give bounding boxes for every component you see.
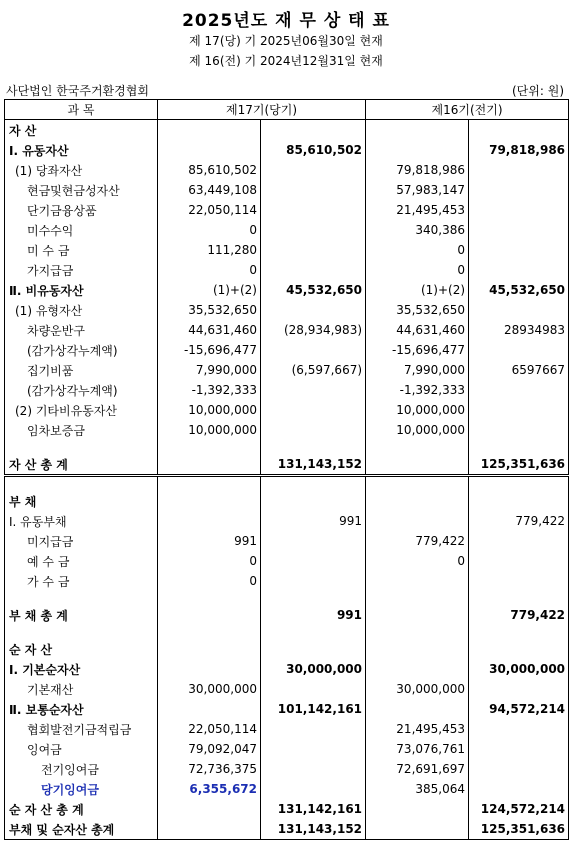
account-label [5, 476, 158, 492]
current-detail-amount: 22,050,114 [158, 200, 261, 220]
spacer-row [5, 476, 569, 492]
account-label: Ⅱ. 비유동자산 [5, 280, 158, 300]
prior-detail-amount: 30,000,000 [366, 679, 469, 699]
table-row [5, 420, 569, 440]
spacer-row [5, 440, 569, 454]
prior-detail-amount [366, 699, 469, 719]
current-total-amount: 101,142,161 [261, 699, 366, 719]
table-row [5, 739, 569, 759]
account-label: 당기잉여금 [5, 779, 158, 799]
table-row [5, 819, 569, 840]
header-prior-period: 제16기(전기) [366, 100, 569, 120]
account-label: 단기금융상품 [5, 200, 158, 220]
prior-total-amount [469, 300, 569, 320]
prior-detail-amount [366, 639, 469, 659]
current-total-amount [261, 571, 366, 591]
header-account: 과 목 [5, 100, 158, 120]
current-total-amount [261, 240, 366, 260]
prior-total-amount [469, 400, 569, 420]
current-total-amount [261, 719, 366, 739]
current-total-amount [261, 180, 366, 200]
account-label: 미 수 금 [5, 240, 158, 260]
prior-total-amount [469, 380, 569, 400]
table-row [5, 320, 569, 340]
prior-detail-amount [366, 511, 469, 531]
current-detail-amount: 63,449,108 [158, 180, 261, 200]
prior-detail-amount: 44,631,460 [366, 320, 469, 340]
current-total-amount [261, 739, 366, 759]
table-row [5, 340, 569, 360]
prior-total-amount: 45,532,650 [469, 280, 569, 300]
prior-detail-amount: 72,691,697 [366, 759, 469, 779]
account-label: (감가상각누계액) [5, 380, 158, 400]
table-row [5, 491, 569, 511]
current-detail-amount [158, 140, 261, 160]
account-label: 자 산 총 계 [5, 454, 158, 476]
current-detail-amount [158, 799, 261, 819]
current-detail-amount: 35,532,650 [158, 300, 261, 320]
prior-detail-amount [366, 591, 469, 605]
prior-total-amount [469, 476, 569, 492]
prior-detail-amount: -1,392,333 [366, 380, 469, 400]
current-total-amount [261, 476, 366, 492]
current-total-amount [261, 340, 366, 360]
current-detail-amount: 7,990,000 [158, 360, 261, 380]
table-row [5, 140, 569, 160]
current-total-amount: 131,142,161 [261, 799, 366, 819]
prior-detail-amount: 7,990,000 [366, 360, 469, 380]
prior-detail-amount: 0 [366, 240, 469, 260]
prior-detail-amount [366, 491, 469, 511]
table-row [5, 531, 569, 551]
table-row [5, 200, 569, 220]
table-row [5, 360, 569, 380]
prior-detail-amount: (1)+(2) [366, 280, 469, 300]
current-total-amount [261, 220, 366, 240]
header-current-period: 제17기(당기) [158, 100, 366, 120]
prior-detail-amount [366, 454, 469, 476]
current-total-amount: 85,610,502 [261, 140, 366, 160]
account-label: 부 채 [5, 491, 158, 511]
account-label: (1) 당좌자산 [5, 160, 158, 180]
prior-detail-amount [366, 440, 469, 454]
table-row [5, 659, 569, 679]
current-detail-amount [158, 491, 261, 511]
prior-detail-amount [366, 819, 469, 840]
current-detail-amount: 44,631,460 [158, 320, 261, 340]
account-label: Ⅰ. 유동자산 [5, 140, 158, 160]
current-total-amount: (28,934,983) [261, 320, 366, 340]
prior-detail-amount [366, 605, 469, 625]
table-row [5, 571, 569, 591]
current-detail-amount: 0 [158, 551, 261, 571]
prior-total-amount [469, 220, 569, 240]
table-row [5, 779, 569, 799]
account-label: 가지급금 [5, 260, 158, 280]
prior-total-amount [469, 180, 569, 200]
current-total-amount [261, 625, 366, 639]
account-label: 차량운반구 [5, 320, 158, 340]
prior-detail-amount: 779,422 [366, 531, 469, 551]
prior-total-amount [469, 739, 569, 759]
prior-total-amount: 6597667 [469, 360, 569, 380]
current-detail-amount: 79,092,047 [158, 739, 261, 759]
current-detail-amount [158, 476, 261, 492]
table-row [5, 511, 569, 531]
current-total-amount [261, 260, 366, 280]
prior-total-amount [469, 531, 569, 551]
account-label: 부 채 총 계 [5, 605, 158, 625]
prior-detail-amount: 21,495,453 [366, 719, 469, 739]
table-row [5, 180, 569, 200]
prior-total-amount: 30,000,000 [469, 659, 569, 679]
prior-total-amount: 124,572,214 [469, 799, 569, 819]
prior-total-amount [469, 340, 569, 360]
current-total-amount [261, 679, 366, 699]
current-total-amount: 45,532,650 [261, 280, 366, 300]
prior-total-amount [469, 779, 569, 799]
prior-total-amount: 779,422 [469, 511, 569, 531]
prior-period-line: 제 16(전) 기 2024년12월31일 현재 [189, 54, 383, 68]
account-label: Ⅰ. 유동부채 [5, 511, 158, 531]
prior-total-amount [469, 260, 569, 280]
table-row [5, 605, 569, 625]
current-period-line: 제 17(당) 기 2025년06월30일 현재 [189, 34, 383, 48]
current-total-amount: 131,143,152 [261, 454, 366, 476]
prior-total-amount: 28934983 [469, 320, 569, 340]
current-total-amount: 991 [261, 511, 366, 531]
prior-detail-amount: 10,000,000 [366, 420, 469, 440]
current-detail-amount: 0 [158, 571, 261, 591]
account-label: 예 수 금 [5, 551, 158, 571]
prior-detail-amount: 73,076,761 [366, 739, 469, 759]
prior-total-amount: 79,818,986 [469, 140, 569, 160]
current-detail-amount: 30,000,000 [158, 679, 261, 699]
current-detail-amount: 10,000,000 [158, 420, 261, 440]
account-label: 현금및현금성자산 [5, 180, 158, 200]
table-row [5, 759, 569, 779]
prior-total-amount [469, 200, 569, 220]
prior-total-amount [469, 719, 569, 739]
prior-total-amount [469, 160, 569, 180]
account-label: 협회발전기금적립금 [5, 719, 158, 739]
current-total-amount [261, 491, 366, 511]
current-total-amount [261, 779, 366, 799]
account-label: 미수수익 [5, 220, 158, 240]
organization-name: 사단법인 한국주거환경협회 [6, 84, 149, 98]
prior-total-amount: 779,422 [469, 605, 569, 625]
table-row [5, 454, 569, 476]
prior-total-amount [469, 571, 569, 591]
prior-detail-amount: 340,386 [366, 220, 469, 240]
prior-total-amount [469, 591, 569, 605]
account-label: Ⅰ. 기본순자산 [5, 659, 158, 679]
prior-total-amount [469, 420, 569, 440]
current-total-amount [261, 120, 366, 141]
spacer-row [5, 591, 569, 605]
prior-detail-amount: -15,696,477 [366, 340, 469, 360]
account-label: 순 자 산 [5, 639, 158, 659]
prior-total-amount [469, 625, 569, 639]
statement-title: 2025년도 재 무 상 태 표 [182, 11, 390, 31]
current-detail-amount [158, 511, 261, 531]
prior-detail-amount: 79,818,986 [366, 160, 469, 180]
current-total-amount [261, 420, 366, 440]
prior-detail-amount: 57,983,147 [366, 180, 469, 200]
table-row [5, 639, 569, 659]
prior-total-amount [469, 679, 569, 699]
current-detail-amount: 22,050,114 [158, 719, 261, 739]
current-detail-amount: 85,610,502 [158, 160, 261, 180]
account-label: 집기비품 [5, 360, 158, 380]
current-detail-amount [158, 605, 261, 625]
prior-detail-amount: 0 [366, 260, 469, 280]
current-total-amount: 991 [261, 605, 366, 625]
current-total-amount [261, 200, 366, 220]
account-label [5, 625, 158, 639]
account-label: (감가상각누계액) [5, 340, 158, 360]
current-detail-amount [158, 591, 261, 605]
prior-detail-amount [366, 571, 469, 591]
table-row [5, 699, 569, 719]
table-row [5, 220, 569, 240]
prior-detail-amount [366, 140, 469, 160]
prior-total-amount: 125,351,636 [469, 454, 569, 476]
prior-total-amount [469, 491, 569, 511]
account-label: 미지급금 [5, 531, 158, 551]
current-total-amount [261, 160, 366, 180]
current-detail-amount [158, 639, 261, 659]
account-label: 자 산 [5, 120, 158, 141]
prior-detail-amount: 35,532,650 [366, 300, 469, 320]
current-detail-amount [158, 659, 261, 679]
current-detail-amount: 6,355,672 [158, 779, 261, 799]
account-label: (1) 유형자산 [5, 300, 158, 320]
account-label: Ⅱ. 보통순자산 [5, 699, 158, 719]
prior-total-amount [469, 639, 569, 659]
current-total-amount [261, 531, 366, 551]
current-detail-amount: 0 [158, 220, 261, 240]
current-detail-amount [158, 440, 261, 454]
prior-detail-amount: 0 [366, 551, 469, 571]
current-total-amount [261, 440, 366, 454]
account-label: 임차보증금 [5, 420, 158, 440]
table-row [5, 300, 569, 320]
current-detail-amount: -1,392,333 [158, 380, 261, 400]
prior-detail-amount [366, 476, 469, 492]
prior-detail-amount: 385,064 [366, 779, 469, 799]
prior-detail-amount [366, 659, 469, 679]
prior-total-amount: 125,351,636 [469, 819, 569, 840]
account-label: 부채 및 순자산 총계 [5, 819, 158, 840]
account-label: 전기잉여금 [5, 759, 158, 779]
current-total-amount [261, 400, 366, 420]
current-total-amount: 30,000,000 [261, 659, 366, 679]
unit-label: (단위: 원) [512, 84, 564, 98]
current-total-amount [261, 300, 366, 320]
table-row [5, 679, 569, 699]
prior-detail-amount [366, 120, 469, 141]
current-detail-amount: 72,736,375 [158, 759, 261, 779]
account-label: 가 수 금 [5, 571, 158, 591]
table-row [5, 380, 569, 400]
current-detail-amount [158, 120, 261, 141]
current-total-amount [261, 639, 366, 659]
account-label [5, 591, 158, 605]
current-detail-amount: -15,696,477 [158, 340, 261, 360]
account-label: (2) 기타비유동자산 [5, 400, 158, 420]
current-detail-amount: 111,280 [158, 240, 261, 260]
prior-detail-amount [366, 625, 469, 639]
prior-total-amount [469, 240, 569, 260]
account-label: 기본재산 [5, 679, 158, 699]
current-detail-amount: 10,000,000 [158, 400, 261, 420]
prior-total-amount [469, 551, 569, 571]
spacer-row [5, 625, 569, 639]
prior-detail-amount: 21,495,453 [366, 200, 469, 220]
current-detail-amount [158, 699, 261, 719]
current-detail-amount: 991 [158, 531, 261, 551]
prior-total-amount [469, 120, 569, 141]
current-total-amount: 131,143,152 [261, 819, 366, 840]
table-row [5, 799, 569, 819]
balance-sheet-table [4, 99, 569, 840]
current-total-amount: (6,597,667) [261, 360, 366, 380]
table-row [5, 551, 569, 571]
account-label: 잉여금 [5, 739, 158, 759]
prior-total-amount [469, 440, 569, 454]
prior-total-amount [469, 759, 569, 779]
current-detail-amount: (1)+(2) [158, 280, 261, 300]
current-detail-amount [158, 454, 261, 476]
prior-detail-amount [366, 799, 469, 819]
table-row [5, 240, 569, 260]
table-row [5, 160, 569, 180]
table-row [5, 260, 569, 280]
current-total-amount [261, 380, 366, 400]
table-header-row [5, 100, 569, 120]
current-total-amount [261, 759, 366, 779]
table-row [5, 280, 569, 300]
table-row [5, 400, 569, 420]
prior-total-amount: 94,572,214 [469, 699, 569, 719]
current-detail-amount: 0 [158, 260, 261, 280]
current-detail-amount [158, 625, 261, 639]
table-row [5, 719, 569, 739]
current-detail-amount [158, 819, 261, 840]
current-total-amount [261, 551, 366, 571]
account-label: 순 자 산 총 계 [5, 799, 158, 819]
current-total-amount [261, 591, 366, 605]
table-row [5, 120, 569, 141]
prior-detail-amount: 10,000,000 [366, 400, 469, 420]
account-label [5, 440, 158, 454]
